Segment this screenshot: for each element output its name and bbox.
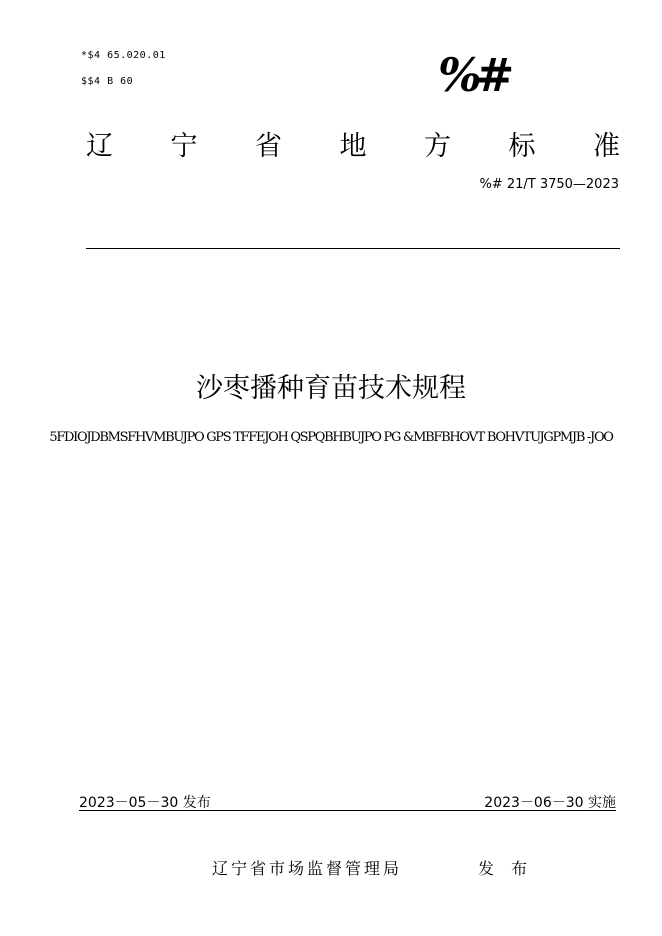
publish-date: 2023－05－30 发布	[79, 795, 211, 811]
standard-type-heading	[86, 124, 620, 163]
standard-type-char: 标	[508, 131, 536, 162]
issue-label: 发 布	[478, 859, 534, 878]
db-logo: %#	[438, 48, 509, 102]
standard-type-char: 宁	[170, 131, 198, 162]
header-divider	[86, 248, 620, 249]
standard-type-char: 方	[424, 131, 451, 162]
implement-date: 2023－06－30 实施	[484, 795, 616, 811]
standard-type-char: 辽	[86, 131, 113, 162]
standard-type-char: 省	[255, 131, 282, 162]
english-title: 5FDIOJDBMSFHVMBUJPO GPS TFFEJOH QSPQBHBUJPO PG &MBFBHOVT BOHVTUJGPMJB -JOO	[49, 430, 613, 445]
footer-divider	[79, 810, 616, 811]
standard-number: %# 21/T 3750—2023	[479, 177, 619, 192]
standard-type-char: 准	[593, 131, 620, 162]
ccs-code: $$4 B 60	[81, 76, 134, 87]
document-title: 沙枣播种育苗技术规程	[196, 373, 466, 404]
issuing-authority: 辽宁省市场监督管理局	[212, 859, 403, 878]
ics-code: *$4 65.020.01	[81, 50, 166, 61]
standard-type-char: 地	[339, 131, 367, 162]
